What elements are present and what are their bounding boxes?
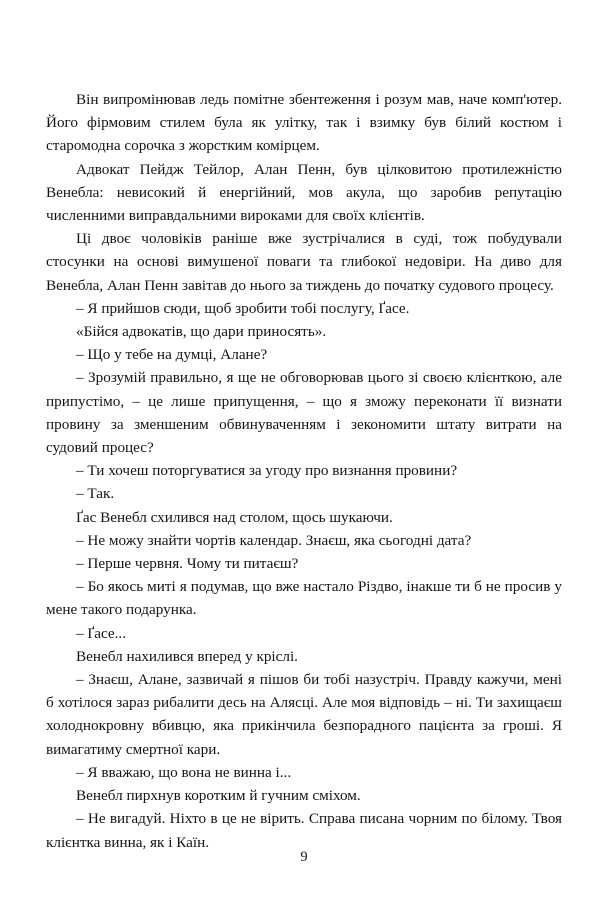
paragraph: – Що у тебе на думці, Алане?	[76, 346, 268, 364]
paragraph: Ґас Венебл схилився над столом, щось шукаючи.	[76, 508, 393, 526]
paragraph: Венебл нахилився вперед у кріслі.	[76, 647, 298, 665]
paragraph: – Знаєш, Алане, зазвичай я пішов би тобі назустріч. Правду кажучи, мені б хотілося зараз рибалити десь на Алясці. Але моя відповідь – ні. Ти захищаєш холоднокровну вбивцю, яка прикінчила безпорадного пацієнта за гроші. Я вимагатиму смертної кари.	[46, 671, 562, 758]
paragraph: – Ти хочеш поторгуватися за угоду про визнання провини?	[76, 462, 458, 480]
paragraph: Він випромінював ледь помітне збентеження і розум мав, наче комп'ютер. Його фірмовим стилем була як улітку, так і взимку був білий костюм і старомодна сорочка з жорстким комірцем.	[46, 91, 562, 155]
page-body-text	[46, 88, 562, 854]
page-number: 9	[300, 849, 308, 865]
paragraph: – Так.	[76, 485, 115, 503]
paragraph: Ці двоє чоловіків раніше вже зустрічалися в суді, тож побудували стосунки на основі вимушеної поваги та глибокої недовіри. На диво для Венебла, Алан Пенн завітав до нього за тиждень до початку судового процесу.	[46, 230, 562, 294]
paragraph: – Не можу знайти чортів календар. Знаєш, яка сьогодні дата?	[76, 531, 472, 549]
paragraph: – Я прийшов сюди, щоб зробити тобі послугу, Ґасе.	[76, 299, 410, 317]
paragraph: – Я вважаю, що вона не винна і...	[76, 763, 292, 781]
paragraph: Адвокат Пейдж Тейлор, Алан Пенн, був цілковитою протилежністю Венебла: невисокий й енергійний, мов акула, що заробив репутацію численними виправдальними вироками для своїх клієнтів.	[46, 160, 562, 225]
paragraph: – Бо якось миті я подумав, що вже настало Різдво, інакше ти б не просив у мене такого подарунка.	[46, 578, 562, 619]
paragraph: – Ґасе...	[76, 624, 127, 642]
paragraph: – Зрозумій правильно, я ще не обговорював цього зі своєю клієнткою, але припустімо, – це лише припущення, – що я зможу переконати її визнати провину за зменшеним обвинуваченням і зекономити штату витрати на судовий процес?	[46, 369, 562, 457]
paragraph: Венебл пирхнув коротким й гучним сміхом.	[76, 787, 361, 805]
paragraph: «Бійся адвокатів, що дари приносять».	[76, 323, 327, 341]
paragraph: – Перше червня. Чому ти питаєш?	[76, 555, 299, 573]
paragraph: – Не вигадуй. Ніхто в це не вірить. Справа писана чорним по білому. Твоя клієнтка винна, як і Каїн.	[46, 810, 562, 851]
